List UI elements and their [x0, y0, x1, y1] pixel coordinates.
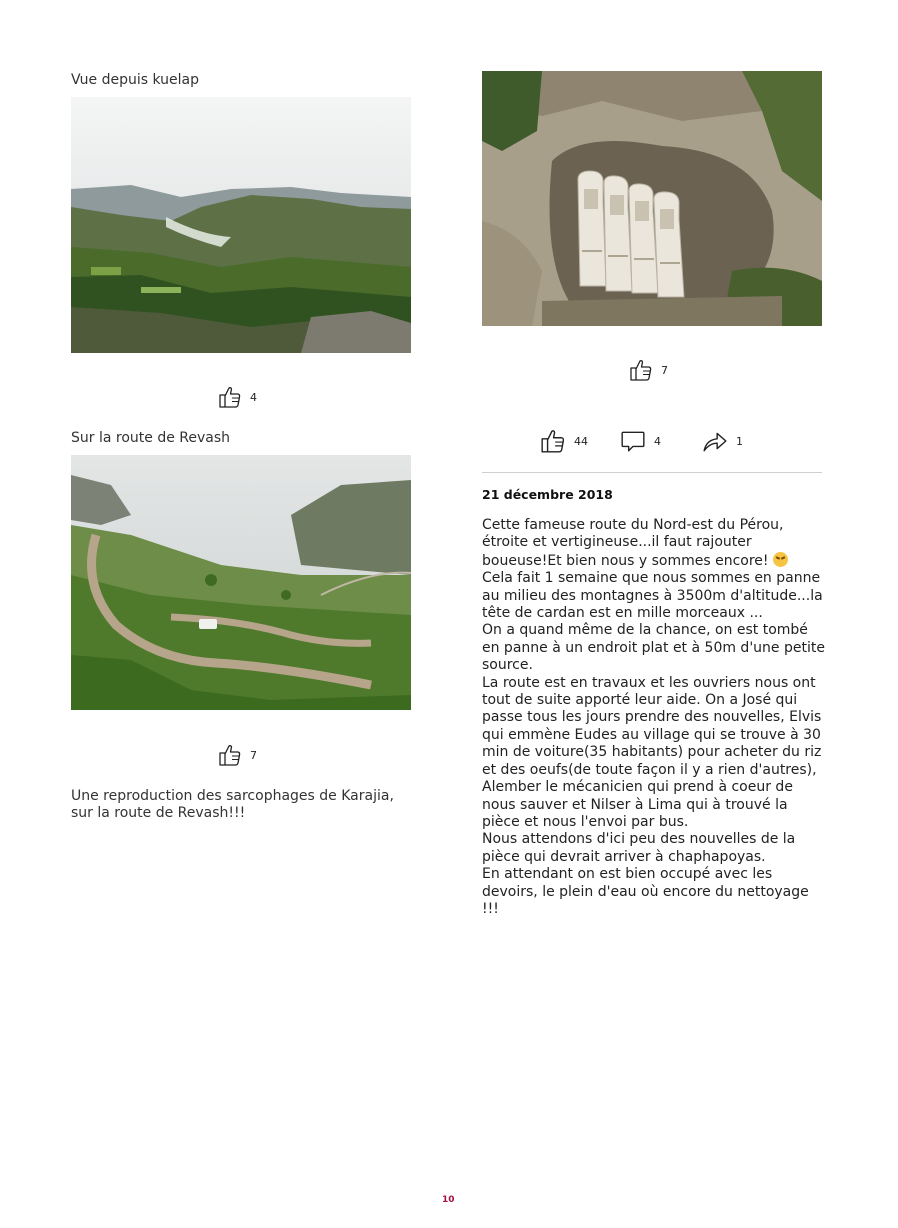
share-arrow-icon: [702, 428, 728, 454]
thumbs-up-icon: [218, 743, 242, 767]
thumbs-up-icon: [218, 385, 242, 409]
photo-revash-road[interactable]: [71, 455, 411, 710]
page-number: 10: [442, 1195, 455, 1205]
like-count: 7: [661, 363, 668, 377]
photo-likes-karajia[interactable]: [629, 358, 668, 382]
thumbs-up-icon: [629, 358, 653, 382]
persevering-face-emoji: [773, 552, 788, 567]
post-paragraph: Cela fait 1 semaine que nous sommes en panne au milieu des montagnes à 3500m d'altitude...la tête de cardan est en mille morceaux ...: [482, 570, 823, 622]
speech-bubble-icon: [620, 428, 646, 454]
photo-karajia-sarcophagi[interactable]: [482, 71, 822, 326]
post-paragraph: Cette fameuse route du Nord-est du Pérou, étroite et vertigineuse...il faut rajouter boueuse!Et bien nous y sommes encore!: [482, 517, 827, 570]
photo-kuelap-valley[interactable]: [71, 97, 411, 353]
post-paragraph: Nous attendons d'ici peu des nouvelles de la pièce qui devrait arriver à chaphapoyas.: [482, 831, 796, 865]
thumbs-up-icon: [540, 428, 566, 454]
photo-likes-kuelap[interactable]: [218, 385, 257, 409]
photo-caption-revash: Sur la route de Revash: [71, 430, 231, 446]
like-count: 4: [250, 390, 257, 404]
post-date: 21 décembre 2018: [482, 487, 613, 502]
post-share-stat[interactable]: [702, 428, 743, 454]
photo-caption-kuelap: Vue depuis kuelap: [71, 72, 199, 88]
post-like-stat[interactable]: [540, 428, 588, 454]
photo-caption-karajia: Une reproduction des sarcophages de Karajia, sur la route de Revash!!!: [71, 788, 394, 821]
post-body: [482, 517, 827, 918]
post-paragraph: En attendant on est bien occupé avec les devoirs, le plein d'eau où encore du nettoyage !!!: [482, 866, 809, 917]
post-comment-stat[interactable]: [620, 428, 661, 454]
post-divider: [482, 472, 822, 473]
post-paragraph: La route est en travaux et les ouvriers nous ont tout de suite apporté leur aide. On a José qui passe tous les jours prendre des nouvelles, Elvis qui emmène Eudes au village qui se trouve à 30 min de voiture(35 habitants) pour acheter du riz et des oeufs(de toute façon il y a rien d'autres), Alember le mécanicien qui prend à coeur de nous sauver et Nilser à Lima qui à trouvé la pièce et nous l'envoi par bus.: [482, 674, 822, 830]
photo-likes-revash[interactable]: [218, 743, 257, 767]
post-share-count: 1: [736, 434, 743, 448]
post-like-count: 44: [574, 434, 588, 448]
post-paragraph: On a quand même de la chance, on est tombé en panne à un endroit plat et à 50m d'une petite source.: [482, 622, 825, 674]
post-comment-count: 4: [654, 434, 661, 448]
like-count: 7: [250, 748, 257, 762]
